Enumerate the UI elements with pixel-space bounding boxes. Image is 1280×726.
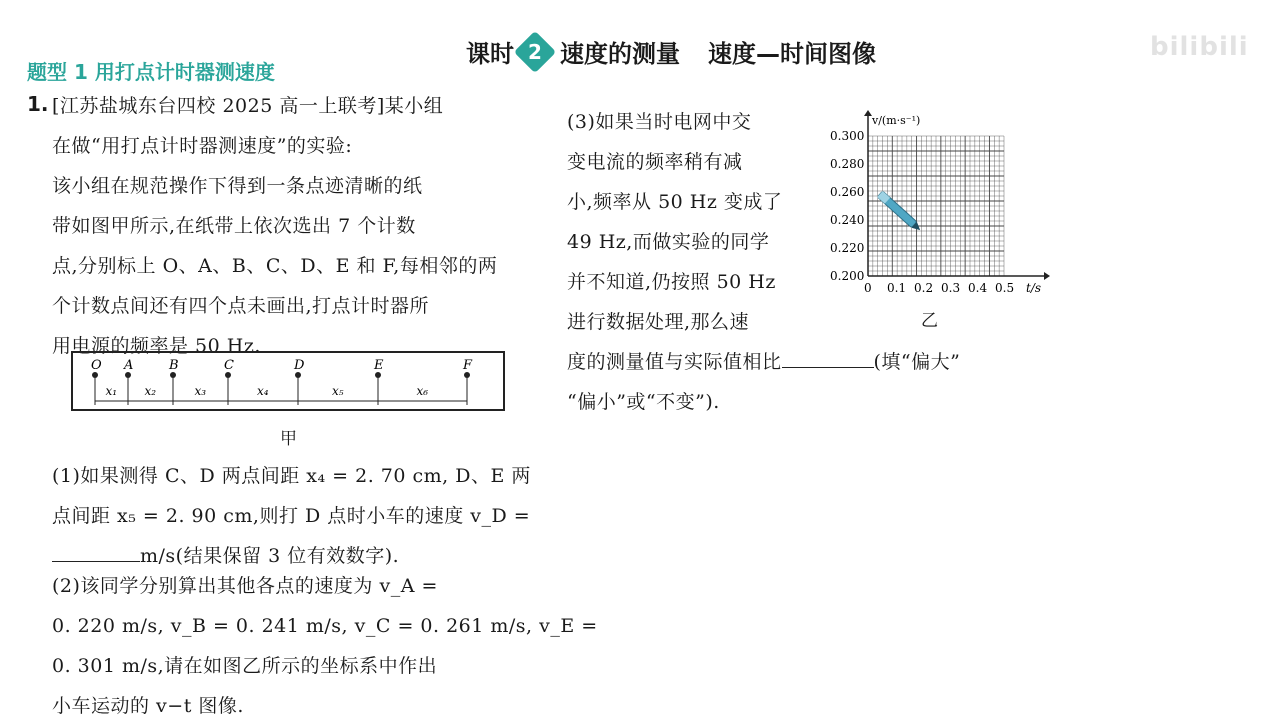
part1-line: (1)如果测得 C、D 两点间距 x₄ = 2. 70 cm, D、E 两 xyxy=(52,465,531,487)
part2-line: (2)该同学分别算出其他各点的速度为 v_A = xyxy=(52,575,438,597)
stem-line: 带如图甲所示,在纸带上依次选出 7 个计数 xyxy=(52,215,416,237)
part3-line: “偏小”或“不变”). xyxy=(567,391,720,413)
section-title: 题型 1 用打点计时器测速度 xyxy=(27,60,275,84)
part3-line: (3)如果当时电网中交 xyxy=(567,111,752,133)
part2-line: 0. 220 m/s, v_B = 0. 241 m/s, v_C = 0. 261 m/s, v_E = xyxy=(52,615,598,637)
y-tick-label: 0.220 xyxy=(830,241,865,255)
x-tick-label: 0.4 xyxy=(968,281,988,295)
lesson-number: 2 xyxy=(528,39,542,64)
tape-segment-label: x₆ xyxy=(416,384,429,398)
stem-line: 个计数点间还有四个点未画出,打点计时器所 xyxy=(52,295,430,317)
tape-point-label: B xyxy=(169,358,179,373)
y-tick-label: 0.240 xyxy=(830,213,865,227)
stem-line: 点,分别标上 O、A、B、C、D、E 和 F,每相邻的两 xyxy=(52,255,498,277)
lesson-number-badge xyxy=(514,30,556,72)
tape-segment-label: x₄ xyxy=(257,384,269,398)
tape-point-label: O xyxy=(91,358,102,373)
part3-line-7-tail: (填“偏大” xyxy=(873,351,961,373)
paper-tape-svg xyxy=(73,353,503,409)
stem-line: [江苏盐城东台四校 2025 高一上联考]某小组 xyxy=(52,95,444,117)
answer-blank-compare[interactable] xyxy=(782,349,874,368)
part2 xyxy=(52,566,598,726)
part2-line: 0. 301 m/s,请在如图乙所示的坐标系中作出 xyxy=(52,655,438,677)
figure-caption-jia: 甲 xyxy=(280,429,297,449)
stem-line: 用电源的频率是 50 Hz. xyxy=(52,335,261,357)
lesson-header xyxy=(466,34,876,69)
question-stem xyxy=(52,86,497,366)
part1-line-3-text: m/s(结果保留 3 位有效数字). xyxy=(140,545,400,567)
tape-segment-label: x₃ xyxy=(194,384,207,398)
x-tick-label: 0.1 xyxy=(887,281,907,295)
x-axis-label: t/s xyxy=(1026,281,1042,295)
part3-line: 49 Hz,而做实验的同学 xyxy=(567,231,770,253)
y-tick-label: 0.300 xyxy=(830,129,865,143)
stem-line: 在做“用打点计时器测速度”的实验: xyxy=(52,135,353,157)
part1-line: 点间距 x₅ = 2. 90 cm,则打 D 点时小车的速度 v_D = xyxy=(52,505,531,527)
answer-blank-vd[interactable] xyxy=(52,543,140,562)
lesson-title-part1: 速度的测量 xyxy=(560,40,680,68)
x-tick-label: 0 xyxy=(864,281,872,295)
x-axis-arrow-icon xyxy=(1044,272,1050,280)
stem-line: 该小组在规范操作下得到一条点迹清晰的纸 xyxy=(52,175,423,197)
part1 xyxy=(52,456,531,576)
y-axis-label: v/(m·s⁻¹) xyxy=(872,114,921,127)
tape-point-label: C xyxy=(224,358,234,373)
tape-segment-label: x₅ xyxy=(332,384,344,398)
tape-point-label: E xyxy=(374,358,384,373)
tape-segment-label: x₂ xyxy=(144,384,157,398)
y-tick-label: 0.260 xyxy=(830,185,865,199)
tape-point-label: A xyxy=(124,358,134,373)
x-tick-label: 0.2 xyxy=(914,281,934,295)
x-tick-label: 0.5 xyxy=(995,281,1015,295)
part3-line-7 xyxy=(567,342,960,382)
lesson-prefix: 课时 xyxy=(466,40,514,68)
paper-tape-figure xyxy=(71,351,505,411)
part3-line: 小,频率从 50 Hz 变成了 xyxy=(567,191,783,213)
y-tick-label: 0.200 xyxy=(830,269,865,283)
part2-line: 小车运动的 v−t 图像. xyxy=(52,695,244,717)
y-tick-label: 0.280 xyxy=(830,157,865,171)
vt-graph xyxy=(828,108,1050,298)
lesson-title-part2: 速度—时间图像 xyxy=(708,40,876,68)
tape-point-label: F xyxy=(463,358,473,373)
tape-point-label: D xyxy=(294,358,305,373)
watermark-brand: bilibili xyxy=(1150,32,1249,62)
y-axis-arrow-icon xyxy=(864,110,872,116)
x-tick-label: 0.3 xyxy=(941,281,961,295)
tape-segment-label: x₁ xyxy=(105,384,118,398)
pen-icon xyxy=(877,191,922,233)
bilibili-watermark xyxy=(1150,32,1249,62)
question-number: 1. xyxy=(27,92,49,116)
figure-caption-yi: 乙 xyxy=(921,311,938,331)
part3-line: 变电流的频率稍有减 xyxy=(567,151,743,173)
part3-line: 进行数据处理,那么速 xyxy=(567,311,750,333)
part3-line: 并不知道,仍按照 50 Hz xyxy=(567,271,776,293)
part3-line-7-text: 度的测量值与实际值相比 xyxy=(567,351,782,373)
